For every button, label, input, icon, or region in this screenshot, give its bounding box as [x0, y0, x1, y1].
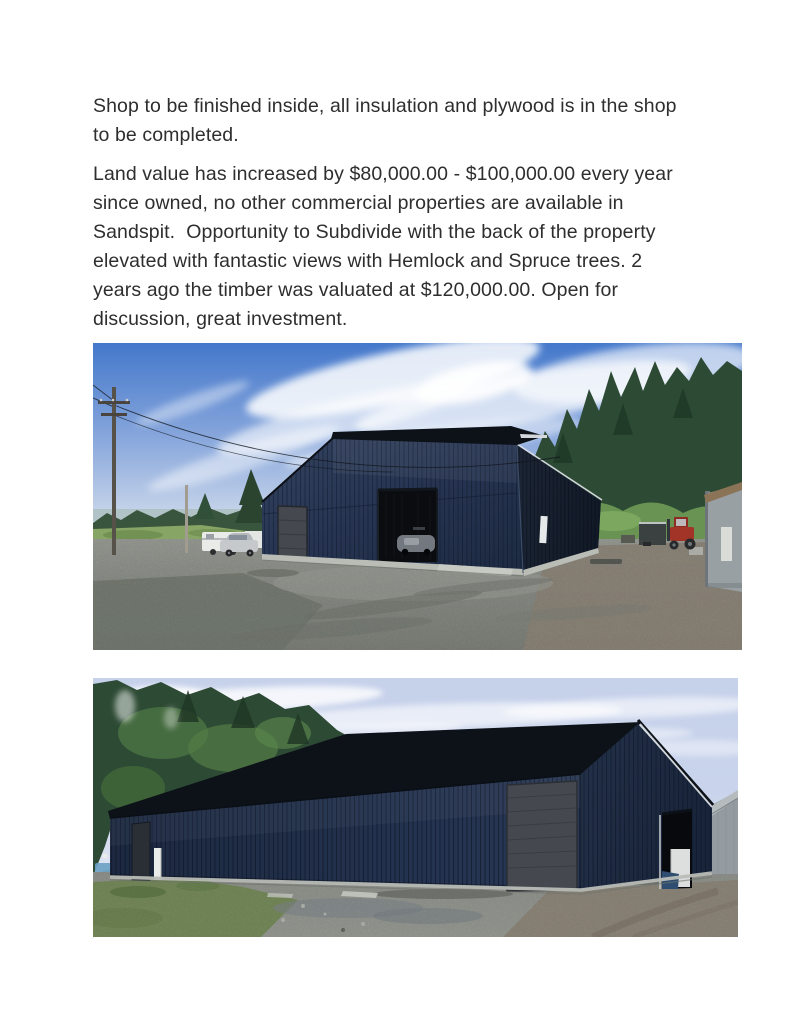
- shed-door: [721, 527, 732, 561]
- text-line: Land value has increased by $80,000.00 - $100,000.00 every year: [93, 163, 673, 185]
- photo-shop-side-graphic: [93, 678, 738, 937]
- text-line: Shop to be finished inside, all insulation and plywood is in the shop: [93, 95, 677, 117]
- photo-shop-front: [93, 343, 742, 650]
- photo-shop-front-graphic: [93, 343, 742, 650]
- closed-overhead-door: [278, 506, 307, 561]
- white-post: [154, 848, 161, 880]
- text-line: years ago the timber was valuated at $120,000.00. Open for: [93, 279, 619, 301]
- open-bay-door: [378, 489, 437, 562]
- gray-shed: [704, 482, 742, 592]
- document-text: [93, 92, 733, 344]
- photo-shop-side: [93, 678, 738, 937]
- wall-sign: [539, 516, 547, 543]
- paragraph-shop-note: [93, 92, 733, 150]
- text-line: Sandspit. Opportunity to Subdivide with the back of the property: [93, 221, 656, 243]
- text-line: elevated with fantastic views with Hemlock and Spruce trees. 2: [93, 250, 643, 272]
- text-line: to be completed.: [93, 124, 239, 146]
- text-line: discussion, great investment.: [93, 308, 348, 330]
- paragraph-land-value: [93, 160, 733, 334]
- far-end-door: [132, 822, 150, 880]
- small-pole: [185, 485, 188, 553]
- text-line: since owned, no other commercial properties are available in: [93, 192, 624, 214]
- closed-overhead-door: [507, 781, 577, 891]
